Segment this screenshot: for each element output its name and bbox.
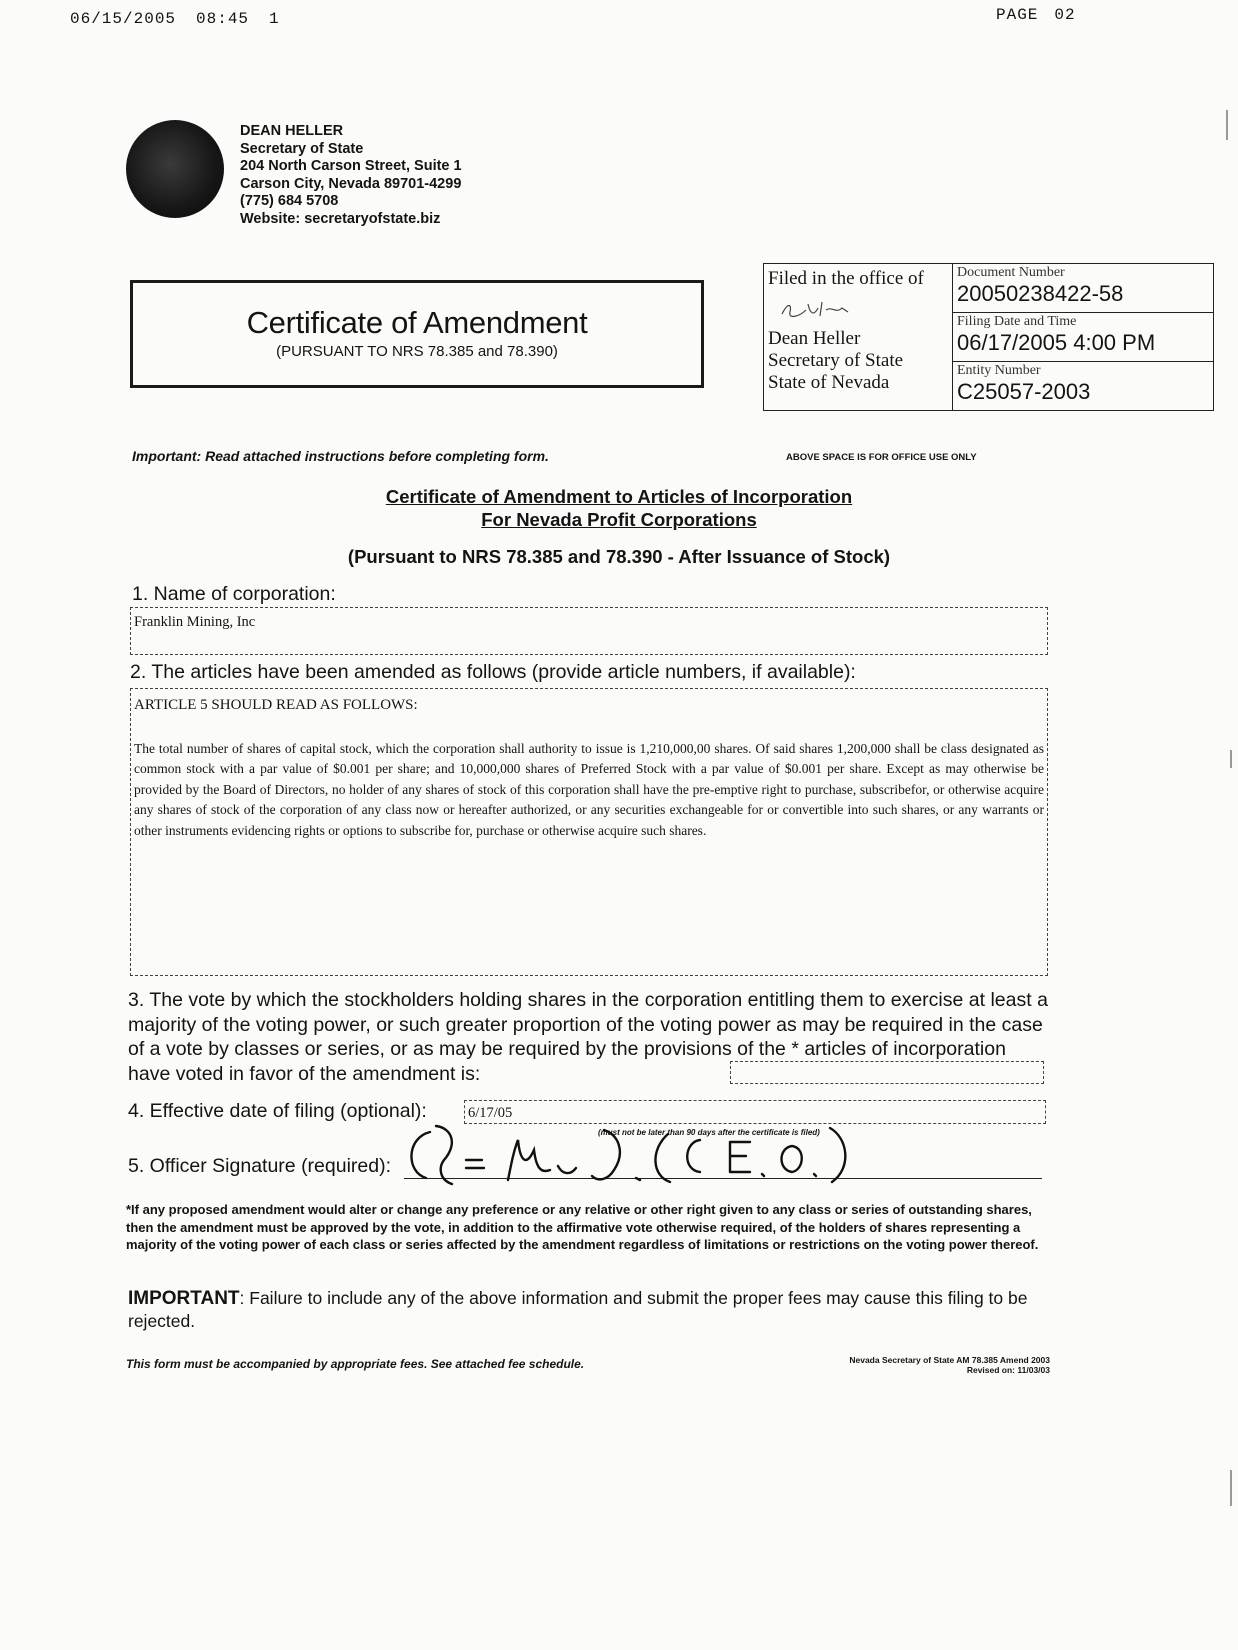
effective-date-note: (must not be later than 90 days after the certificate is filed) [598,1128,820,1137]
secretary-phone: (775) 684 5708 [240,193,339,209]
officer-signature-icon[interactable] [400,1120,920,1188]
document-number-cell [952,264,1213,313]
footer-fee-note: This form must be accompanied by appropriate fees. See attached fee schedule. [126,1357,585,1371]
certificate-box [130,280,704,388]
filing-date: 06/17/2005 4:00 PM [957,330,1156,355]
fax-date: 06/15/2005 [70,10,177,28]
clerk-signature-icon [778,296,858,322]
document-number: 20050238422-58 [957,281,1124,306]
article-heading: ARTICLE 5 SHOULD READ AS FOLLOWS: [134,697,418,713]
fax-code: 1 [269,10,280,28]
entity-number-cell [952,362,1213,411]
state-seal [126,120,224,218]
filing-office-cell [764,264,953,410]
clerk-title: Secretary of State [768,350,904,371]
fax-page-label: PAGE [996,6,1039,24]
filing-values [952,264,1213,410]
q5-label: 5. Officer Signature (required): [128,1155,392,1177]
corporation-name-value: Franklin Mining, Inc [134,614,256,630]
important-text: : Failure to include any of the above information and submit the proper fees may cause this filing to be rejected. [128,1288,1028,1331]
scan-artifact [1230,750,1232,768]
filing-date-label: Filing Date and Time [957,314,1077,329]
form-heading-line3: (Pursuant to NRS 78.385 and 78.390 - After Issuance of Stock) [347,546,891,567]
amended-articles-field[interactable] [130,688,1048,976]
important-note: Important: Read attached instructions before completing form. [132,448,549,464]
entity-number-label: Entity Number [957,363,1041,378]
filing-date-cell [952,313,1213,362]
q4-label: 4. Effective date of filing (optional): [128,1100,427,1122]
important-lead: IMPORTANT [128,1288,240,1309]
clerk-state: State of Nevada [768,372,890,393]
certificate-title: Certificate of Amendment [246,305,588,340]
secretary-website: Website: secretaryofstate.biz [240,210,441,227]
q2-label: 2. The articles have been amended as follows (provide article numbers, if available): [130,661,856,683]
document-number-label: Document Number [957,265,1065,280]
filing-stamp-table [763,263,1214,411]
secretary-block [240,123,462,228]
form-heading-line1: Certificate of Amendment to Articles of Incorporation [385,486,853,507]
filed-in-office: Filed in the office of [768,268,924,289]
vote-field[interactable] [730,1061,1044,1084]
fax-header-right [996,6,1092,24]
effective-date-value: 6/17/05 [468,1105,513,1121]
important-warning [128,1287,1048,1332]
office-use-only-label: ABOVE SPACE IS FOR OFFICE USE ONLY [786,452,977,463]
form-heading-line2: For Nevada Profit Corporations [481,509,757,530]
corporation-name-field[interactable] [130,607,1048,655]
certificate-subtitle: (PURSUANT TO NRS 78.385 and 78.390) [276,343,558,360]
secretary-address-2: Carson City, Nevada 89701-4299 [240,175,462,192]
fax-page-number: 02 [1054,6,1076,24]
q1-label: 1. Name of corporation: [132,583,336,605]
fax-header-left [70,10,300,28]
q3-label: 3. The vote by which the stockholders holding shares in the corporation entitling them to exercise at least a majority of the voting power, or such greater proportion of the voting power as may be required in the case of a vote by classes or series, or as may be required by the provisions of the * articles of incorporation have voted in favor of the amendment is: [128,989,1048,1085]
footer-form-id [800,1355,1050,1375]
secretary-name: DEAN HELLER [240,123,344,139]
secretary-address-1: 204 North Carson Street, Suite 1 [240,158,462,174]
scan-artifact [1230,1470,1232,1506]
footer-form-id-line2: Revised on: 11/03/03 [966,1365,1050,1375]
footer-form-id-line1: Nevada Secretary of State AM 78.385 Amend 2003 [849,1355,1050,1365]
footnote: *If any proposed amendment would alter or change any preference or any relative or other right given to any class or series of outstanding shares, then the amendment must be approved by the vote, in addition to the affirmative vote otherwise required, of the holders of shares representing a majority of the voting power of each class or series affected by the amendment regardless of limitations or restrictions on the voting power thereof. [126,1202,1039,1252]
clerk-block [768,328,903,394]
scan-artifact [1226,110,1228,140]
clerk-name: Dean Heller [768,328,861,349]
fax-time: 08:45 [196,10,250,28]
secretary-title: Secretary of State [240,140,364,157]
article-body: The total number of shares of capital stock, which the corporation shall authority to issue is 1,210,000,00 shares. Of said shares 1,200,000 shall be class designated as common stock with a par value of $0.001 per share; and 10,000,000 shares of Preferred Stock with a par value of $0.001 per share. Except as may otherwise be provided by the Board of Directors, no holder of any shares of stock of this corporation shall have the pre-emptive right to purchase, subscribefor, or otherwise acquire any shares of stock of the corporation of any class now or hereafter authorized, or any securities exchangeable for or convertible into such shares, or any warrants or other instruments evidencing rights or options to subscribe for, purchase or otherwise acquire such shares. [134,741,1044,838]
entity-number: C25057-2003 [957,379,1091,404]
